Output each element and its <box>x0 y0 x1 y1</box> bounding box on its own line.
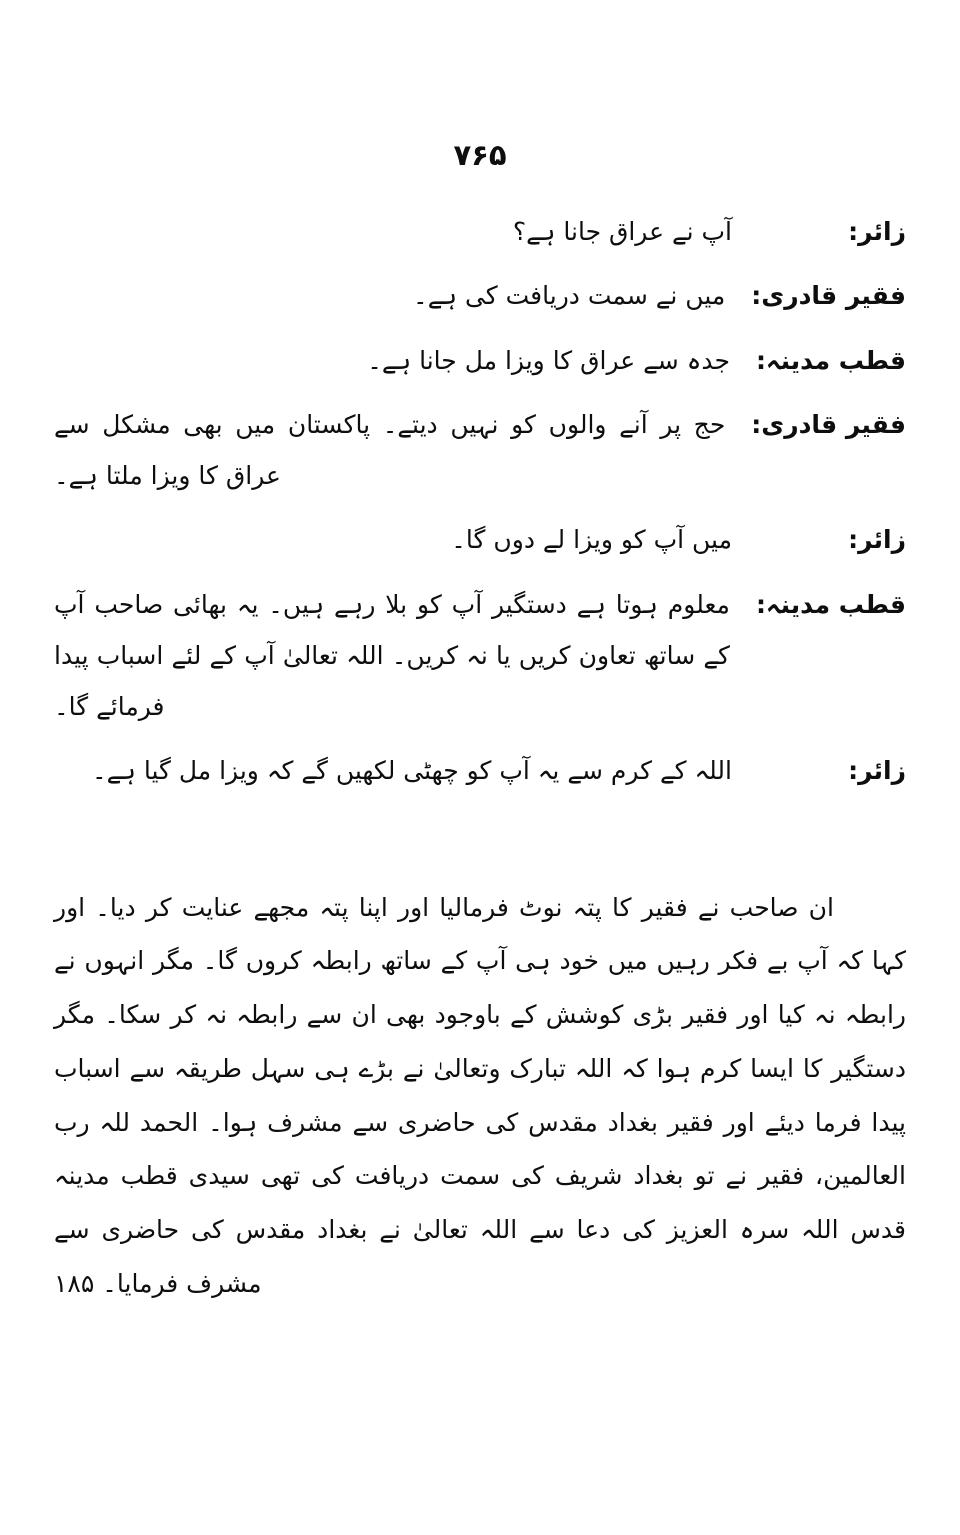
speech-text: حج پر آنے والوں کو نہیں دیتے۔ پاکستان میں بھی مشکل سے عراق کا ویزا ملتا ہے۔ <box>54 409 726 490</box>
dialogue-row <box>54 579 906 733</box>
dialogue-section <box>54 206 906 797</box>
dialogue-row <box>54 514 906 565</box>
speech-text: معلوم ہوتا ہے دستگیر آپ کو بلا رہے ہیں۔ یہ بھائی صاحب آپ کے ساتھ تعاون کریں یا نہ کریں۔ اللہ تعالیٰ آپ کے لئے اسباب پیدا فرمائے گا۔ <box>54 589 730 721</box>
speech-text: اللہ کے کرم سے یہ آپ کو چھٹی لکھیں گے کہ ویزا مل گیا ہے۔ <box>91 756 732 786</box>
body-paragraph: ان صاحب نے فقیر کا پتہ نوٹ فرمالیا اور اپنا پتہ مجھے عنایت کر دیا۔ اور کہا کہ آپ بے فکر رہیں میں خود ہی آپ کے ساتھ رابطہ کروں گا۔ مگر انہوں نے رابطہ نہ کیا اور فقیر بڑی کوشش کے باوجود بھی ان سے رابطہ نہ کر سکا۔ مگر دستگیر کا ایسا کرم ہوا کہ اللہ تبارک وتعالیٰ نے بڑے ہی سہل طریقہ سے اسباب پیدا فرما دیئے اور فقیر بغداد مقدس کی حاضری سے مشرف ہوا۔ الحمد للہ رب العالمین، فقیر نے تو بغداد شریف کی سمت دریافت کی تھی سیدی قطب مدینہ قدس اللہ سرہ العزیز کی دعا سے اللہ تعالیٰ نے بغداد مقدس کی حاضری سے مشرف فرمایا۔ ۱۸۵ <box>54 892 906 1298</box>
dialogue-row <box>54 270 906 321</box>
speaker-label: زائر: <box>848 756 906 786</box>
dialogue-row <box>54 206 906 257</box>
speech-text: آپ نے عراق جانا ہے؟ <box>512 217 732 246</box>
dialogue-row <box>54 745 906 796</box>
speech-text: میں آپ کو ویزا لے دوں گا۔ <box>451 525 732 555</box>
page-number: ۷۶۵ <box>453 138 507 172</box>
speech-text: جدہ سے عراق کا ویزا مل جانا ہے۔ <box>367 345 730 375</box>
speaker-label: زائر: <box>848 525 906 555</box>
speaker-label: فقیر قادری: <box>751 409 906 439</box>
speaker-label: قطب مدینہ: <box>755 589 906 619</box>
speaker-label: زائر: <box>848 217 906 246</box>
speaker-label: فقیر قادری: <box>751 281 906 311</box>
dialogue-row <box>54 335 906 386</box>
dialogue-row <box>54 399 906 502</box>
speaker-label: قطب مدینہ: <box>755 345 906 375</box>
speech-text: میں نے سمت دریافت کی ہے۔ <box>413 281 726 311</box>
